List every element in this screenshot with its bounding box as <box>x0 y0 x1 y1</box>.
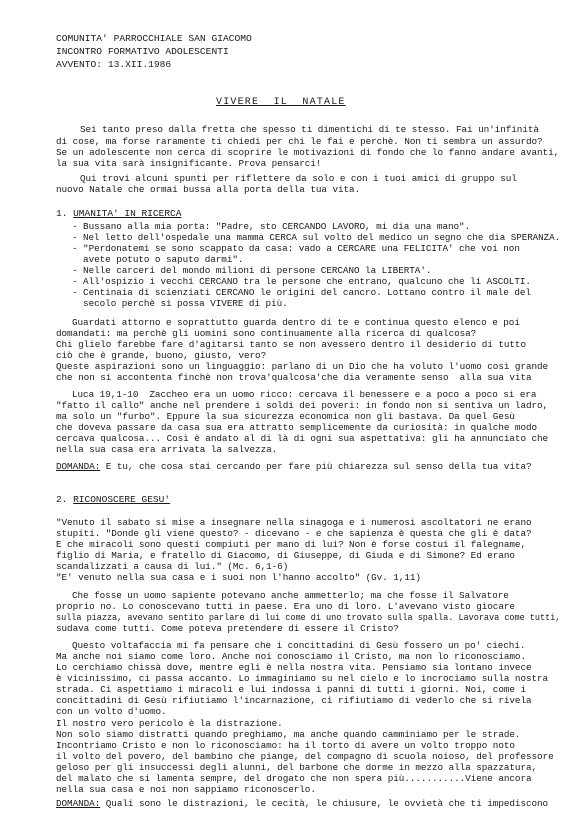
question-text: Quali sono le distrazioni, le cecità, le chiusure, le ovvietà che ti impediscono <box>100 798 549 809</box>
intro-line: la sua vita sarà insignificante. Prova pensarci! <box>56 158 322 169</box>
quote-line: figlio di Maria, e fratello di Giacomo, di Giuseppe, di Giuda e di Simone? Ed erano <box>56 550 515 561</box>
bullet-line: avete potuto o saputo darmi". <box>72 254 244 265</box>
paragraph-line: nella sua casa era arrivata la salvezza. <box>56 444 278 455</box>
paragraph-line: "fatto il callo" anche nel prendere i soldi dei poveri: in fondo non si sentiva un ladro, <box>56 400 549 411</box>
paragraph-line: che doveva passare da casa sua era attratto semplicemente da curiosità: in qualche modo <box>56 422 538 433</box>
paragraph-line: strada. Ci aspettiamo i miracoli e lui indossa i panni di tutti i giorni. Noi, come i <box>56 684 526 695</box>
page-title: VIVERE IL NATALE <box>216 97 346 108</box>
intro-line: di cose, ma forse raramente ti chiedi per chi le fai e perchè. Non ti sembra un assurdo? <box>56 136 543 147</box>
paragraph-line: sudava come tutti. Come poteva pretendere di essere il Cristo? <box>56 623 399 634</box>
bullet-line: - All'ospizio i vecchi CERCANO tra le persone che entrano, qualcuno che li ASCOLTI. <box>72 276 531 287</box>
paragraph-line: geloso per gli insuccessi degli alunni, del barbone che dorme in mezzo alla spazzatura, <box>56 762 538 773</box>
paragraph-line: Guardati attorno e soprattutto guarda dentro di te e continua questo elenco e poi <box>72 317 520 328</box>
header-org: COMUNITA' PARROCCHIALE SAN GIACOMO <box>56 33 252 44</box>
question-label: DOMANDA: <box>56 798 101 809</box>
paragraph-line: nella sua casa e noi non sappiamo riconoscerlo. <box>56 784 316 795</box>
section-number: 1. <box>56 208 68 219</box>
paragraph-line: che non si accontenta finchè non trova'qualcosa'che dia veramente senso alla sua vita <box>56 372 532 383</box>
paragraph-line: Incontriamo Cristo e non lo riconosciamo: ha il torto di avere un volto troppo noto <box>56 740 515 751</box>
paragraph-line: ciò che è grande, buono, giusto, vero? <box>56 350 267 361</box>
paragraph-line: Chi glielo farebbe fare d'agitarsi tanto se non avessero dentro il desiderio di tutto <box>56 339 526 350</box>
bullet-line: - Bussano alla mia porta: "Padre, sto CERCANDO LAVORO, mi dia una mano". <box>72 221 471 232</box>
paragraph-line: concittadini di Gesù rifiutiamo l'incarnazione, ci rifiutiamo di vederlo che si rivela <box>56 695 532 706</box>
quote-line: stupiti. "Donde gli viene questo? - dicevano - e che sapienza è questa che gli è data? <box>56 528 532 539</box>
header-date: AVVENTO: 13.XII.1986 <box>56 59 172 70</box>
paragraph-line: Luca 19,1-10 Zaccheo era un uomo ricco: cercava il benessere e a poco a poco si era <box>72 389 537 400</box>
paragraph-line: del malato che si lamenta sempre, del drogato che non spera più...........Viene ancora <box>56 773 532 784</box>
bullet-line: - Nel letto dell'ospedale una mamma CERCA sul volto del medico un segno che dia SPERANZA. <box>72 232 561 243</box>
paragraph-line: Queste aspirazioni sono un linguaggio: parlano di un Dio che ha voluto l'uomo così grande <box>56 361 549 372</box>
paragraph-line: Il nostro vero pericolo è la distrazione. <box>56 718 283 729</box>
paragraph-line: il volto del povero, del bambino che piange, del compagno di scuola noioso, del professore <box>56 751 554 762</box>
paragraph-line: cercava qualcosa... Così è andato al di là di ogni sua aspettativa: gli ha annunciato che <box>56 433 549 444</box>
paragraph-line: Ma anche noi siamo come loro. Anche noi conosciamo il Cristo, ma non lo riconosciamo. <box>56 651 526 662</box>
paragraph-line: Lo cerchiamo chissà dove, mentre egli è nella nostra vita. Pensiamo sia lontano invece <box>56 662 532 673</box>
question-label: DOMANDA: <box>56 461 101 472</box>
section-heading <box>56 208 181 219</box>
intro-line: Sei tanto preso dalla fretta che spesso ti dimentichi di te stesso. Fai un'infinità <box>80 124 539 135</box>
paragraph-line: Non solo siamo distratti quando preghiamo, ma anche quando camminiamo per le strade. <box>56 729 521 740</box>
paragraph-line: Che fosse un uomo sapiente potevano anche ammetterlo; ma che fosse il Salvatore <box>72 590 509 601</box>
section-heading <box>56 494 170 505</box>
quote-line: scandalizzati a causa di lui." (Mc. 6,1-6) <box>56 561 289 572</box>
quote-line: E che miracoli sono questi compiuti per mano di lui? Non è forse costui il falegname, <box>56 539 526 550</box>
header-meeting: INCONTRO FORMATIVO ADOLESCENTI <box>56 46 229 57</box>
paragraph-line: sulla piazza, avevano sentito parlare di lui come di uno trovato sulla spalla. Lavorava come tutti, <box>56 612 561 623</box>
section-title: RICONOSCERE GESU' <box>73 494 171 505</box>
paragraph-line: è vicinissimo, ci passa accanto. Lo immaginiamo su nel cielo e lo incrociamo sulla nostra <box>56 673 549 684</box>
question-line <box>56 461 532 472</box>
paragraph-line: domandati: ma perchè gli uomini sono continuamente alla ricerca di qualcosa? <box>56 328 477 339</box>
question-text: E tu, che cosa stai cercando per fare più chiarezza sul senso della tua vita? <box>100 461 532 472</box>
section-number: 2. <box>56 494 68 505</box>
paragraph-line: con un volto d'uomo. <box>56 706 167 717</box>
bullet-line: - Nelle carceri del mondo milioni di persone CERCANO la LIBERTA'. <box>72 265 432 276</box>
paragraph-line: Questo voltafaccia mi fa pensare che i concittadini di Gesù fossero un po' ciechi. <box>72 640 526 651</box>
intro-line: Qui trovi alcuni spunti per riflettere da solo e con i tuoi amici di gruppo sul <box>80 173 517 184</box>
quote-line: "E' venuto nella sua casa e i suoi non l'hanno accolto" (Gv. 1,11) <box>56 572 421 583</box>
section-title: UMANITA' IN RICERCA <box>73 208 182 219</box>
quote-line: "Venuto il sabato si mise a insegnare nella sinagoga e i numerosi ascoltatori ne erano <box>56 517 532 528</box>
paragraph-line: ma solo un "furbo". Eppure la sua sicurezza economica non gli bastava. Da quel Gesù <box>56 411 515 422</box>
bullet-line: secolo perchè si possa VIVERE di più. <box>72 298 288 309</box>
paragraph-line: proprio no. Lo conoscevano tutti in paese. Era uno di loro. L'avevano visto giocare <box>56 601 515 612</box>
intro-line: Se un adolescente non cerca di scoprire le motivazioni di fondo che lo fanno andare avanti, <box>56 147 560 158</box>
intro-line: nuovo Natale che ormai bussa alla porta della tua vita. <box>56 184 361 195</box>
bullet-line: - Centinaia di scienziati CERCANO le origini del cancro. Lottano contro il male del <box>72 287 531 298</box>
bullet-line: - "Perdonatemi se sono scappato da casa: vado a CERCARE una FELICITA' che voi non <box>72 243 520 254</box>
question-line <box>56 798 548 809</box>
